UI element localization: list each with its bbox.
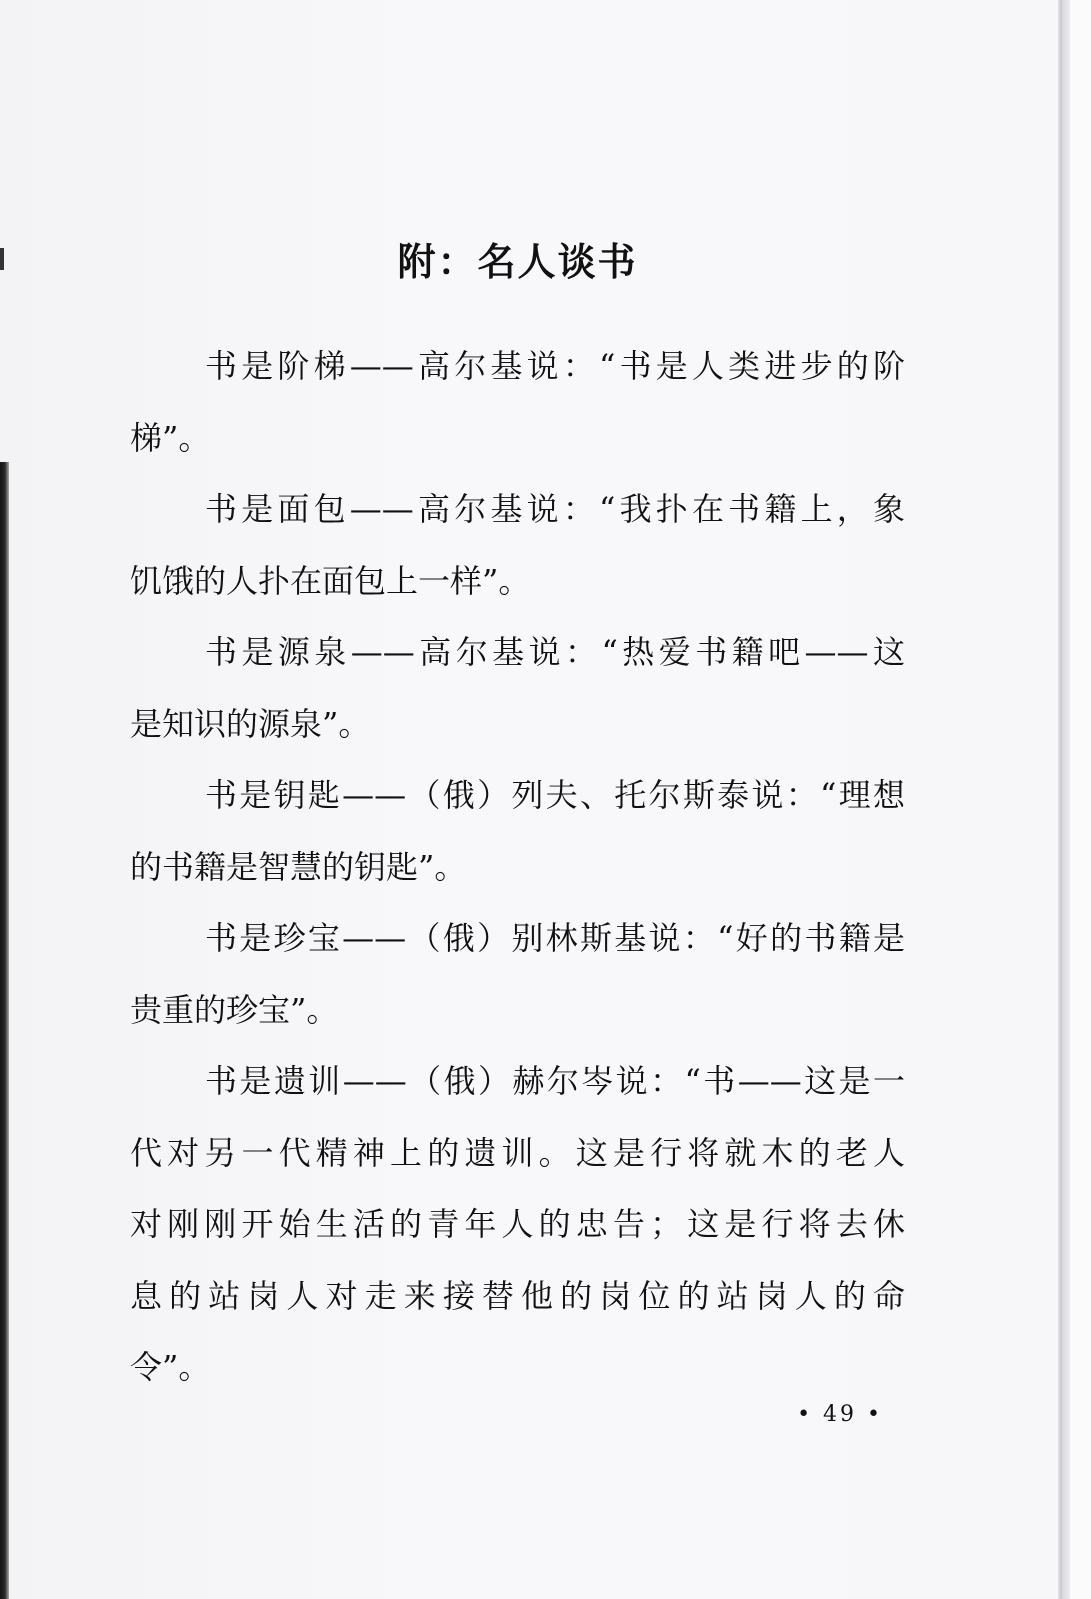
scan-edge-shadow-left: [0, 462, 9, 1599]
text-line: 对刚刚开始生活的青年人的忠告；这是行将去休: [130, 1205, 905, 1243]
paragraph-bread: [130, 474, 905, 617]
text-line: 书是面包——高尔基说：“我扑在书籍上，象: [205, 490, 905, 528]
page-number: • 49 •: [797, 1402, 883, 1427]
paragraph-legacy: [130, 1046, 905, 1404]
text-line: 书是遗训——（俄）赫尔岑说：“书——这是一: [205, 1062, 905, 1100]
text-line: 息的站岗人对走来接替他的岗位的站岗人的命: [130, 1276, 905, 1315]
body-text: [130, 331, 905, 1404]
text-line: 代对另一代精神上的遗训。这是行将就木的老人: [130, 1133, 905, 1172]
page-title: 附：名人谈书: [397, 239, 638, 284]
text-line: 书是源泉——高尔基说：“热爱书籍吧——这: [205, 633, 905, 671]
text-line: 的书籍是智慧的钥匙”。: [130, 847, 467, 886]
paragraph-key: [130, 760, 905, 903]
text-line: 书是珍宝——（俄）别林斯基说：“好的书籍是: [205, 919, 905, 957]
paragraph-treasure: [130, 903, 905, 1046]
page-edge-right: [1058, 0, 1070, 1599]
text-line: 书是钥匙——（俄）列夫、托尔斯泰说：“理想: [205, 776, 905, 814]
text-line: 是知识的源泉”。: [130, 704, 371, 743]
text-line: 书是阶梯——高尔基说：“书是人类进步的阶: [205, 347, 905, 385]
text-line: 令”。: [130, 1348, 211, 1386]
text-line: 梯”。: [130, 418, 211, 457]
text-line: 贵重的珍宝”。: [130, 990, 339, 1029]
scan-margin-right: [1070, 0, 1091, 1599]
paragraph-source: [130, 617, 905, 760]
paragraph-ladder: [130, 331, 905, 474]
scan-edge-mark: [0, 248, 4, 270]
text-line: 饥饿的人扑在面包上一样”。: [130, 561, 531, 600]
